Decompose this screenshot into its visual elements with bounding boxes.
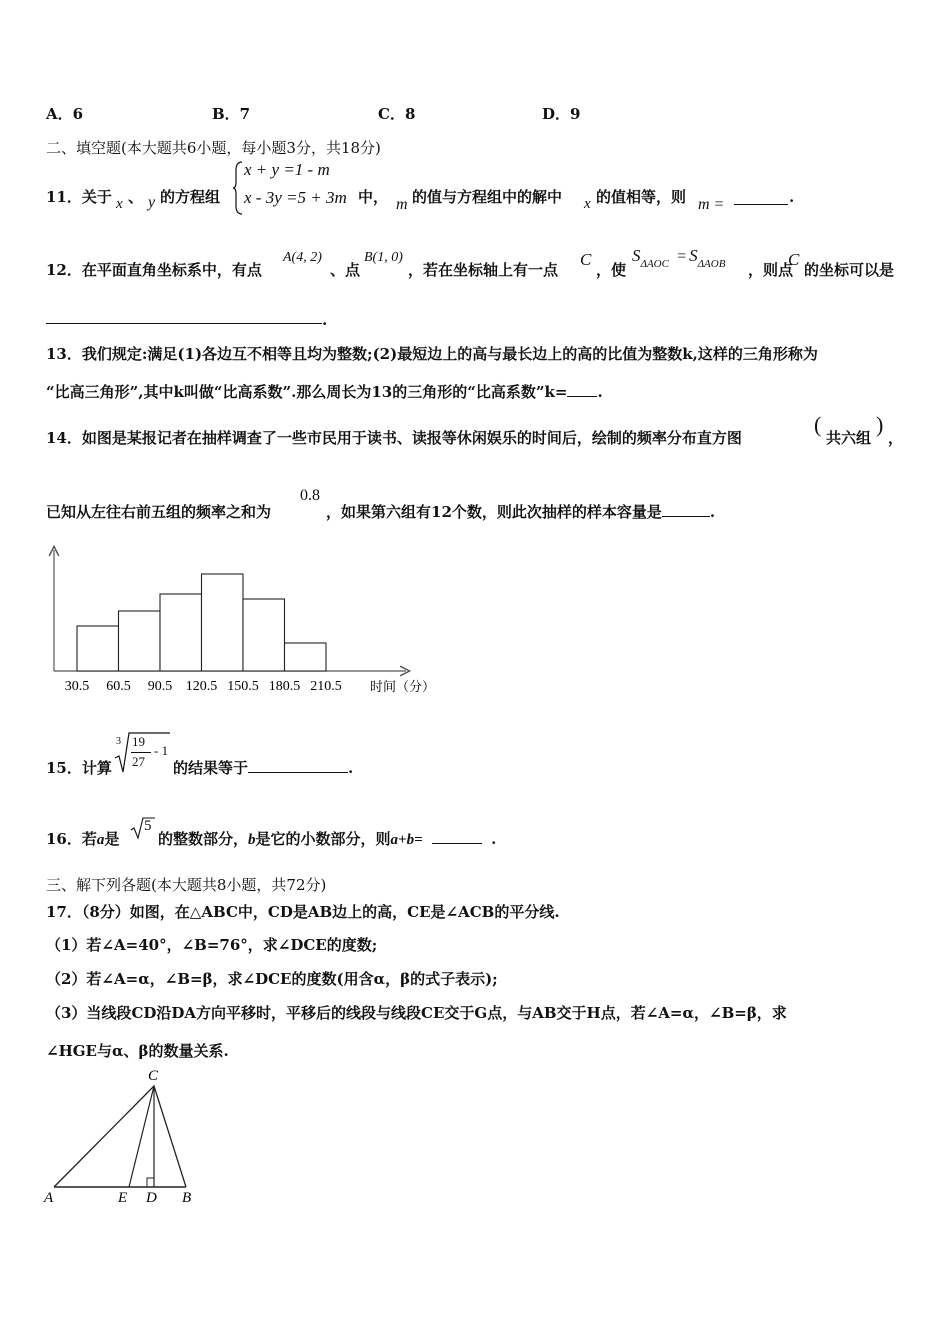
q16-answer-blank[interactable] bbox=[432, 829, 482, 844]
q11-text-1: 的方程组 bbox=[160, 188, 221, 206]
option-d: D．9 bbox=[542, 105, 581, 123]
triangle-abc bbox=[54, 1086, 186, 1187]
q14-answer-blank[interactable] bbox=[662, 502, 710, 517]
triangle-figure bbox=[40, 1064, 210, 1209]
label-e: E bbox=[118, 1190, 128, 1206]
option-a: A．6 bbox=[46, 105, 84, 123]
q14-group: 共六组 bbox=[826, 429, 872, 447]
q12-text-3: ，使 bbox=[596, 261, 627, 279]
histogram-tick-label: 30.5 bbox=[64, 679, 90, 694]
q14-line-1: 14．如图是某报记者在抽样调查了一些市民用于读书、读报等休闲娱乐的时间后，绘制的频率分布直方图 bbox=[46, 429, 742, 447]
label-a: A bbox=[44, 1190, 54, 1206]
q12-text-4: ，则点 bbox=[748, 261, 794, 279]
q12-s2: S bbox=[689, 246, 698, 265]
q12-eq: = bbox=[677, 248, 687, 265]
q12-point-c: C bbox=[580, 250, 592, 269]
q13-answer-blank[interactable] bbox=[567, 382, 597, 397]
q14-tail: ， bbox=[888, 429, 904, 447]
q11-text-3: 的值与方程组中的解中 bbox=[412, 188, 563, 206]
q16-text-3: 是它的小数部分，则 bbox=[255, 830, 391, 848]
histogram-tick-label: 90.5 bbox=[147, 679, 173, 694]
q17-part-1: （1）若∠A=40°，∠B=76°，求∠DCE的度数; bbox=[46, 936, 378, 954]
histogram-tick-label: 180.5 bbox=[268, 679, 301, 694]
histogram-bar-1 bbox=[77, 626, 119, 671]
q11-end: . bbox=[789, 188, 795, 206]
q12-s1-sub: ΔAOC bbox=[640, 258, 669, 270]
q13-line-2 bbox=[46, 381, 603, 402]
q15-frac-den: 27 bbox=[132, 754, 145, 769]
q12-text-1: 、点 bbox=[330, 261, 361, 279]
q11-sep: 、 bbox=[128, 188, 144, 206]
q12-text-2: ，若在坐标轴上有一点 bbox=[408, 261, 559, 279]
q11-var-x2: x bbox=[584, 196, 591, 212]
q15-tail bbox=[173, 757, 353, 778]
q12-s2-sub: ΔAOB bbox=[697, 258, 726, 270]
label-c: C bbox=[148, 1068, 159, 1084]
q15-tail-text: 的结果等于 bbox=[173, 759, 249, 777]
option-c: C．8 bbox=[378, 105, 416, 123]
q17-stem: 17．（8分）如图，在△ABC中，CD是AB边上的高，CE是∠ACB的平分线. bbox=[46, 903, 560, 921]
q11-text-4: 的值相等，则 bbox=[596, 188, 687, 206]
q13-end: . bbox=[597, 383, 603, 401]
histogram-bar-5 bbox=[243, 599, 285, 671]
q14-line-2a: 已知从左往右前五组的频率之和为 bbox=[46, 503, 272, 521]
histogram-tick-label: 120.5 bbox=[185, 679, 218, 694]
q16-line bbox=[46, 828, 119, 849]
q15-end: . bbox=[348, 759, 354, 777]
q12-end: . bbox=[322, 311, 328, 329]
section-2-heading: 二、填空题(本大题共6小题，每小题3分，共18分) bbox=[46, 139, 381, 157]
q12-number: 12．在平面直角坐标系中，有点 bbox=[46, 261, 262, 279]
q15-answer-blank[interactable] bbox=[248, 758, 348, 773]
q11-var-m: m bbox=[396, 196, 408, 213]
histogram-bar-4 bbox=[202, 574, 244, 671]
q15-root-index: 3 bbox=[116, 736, 121, 747]
q12-point-b: B(1, 0) bbox=[364, 250, 403, 265]
q11-answer-blank[interactable] bbox=[734, 190, 788, 205]
histogram-tick-label: 60.5 bbox=[106, 679, 131, 694]
q12-point-c2: C bbox=[788, 250, 800, 269]
segment-ce bbox=[129, 1086, 154, 1187]
q12-area-equation bbox=[632, 246, 726, 270]
q12-point-a: A(4, 2) bbox=[283, 250, 322, 265]
q11-equation-2: x - 3y =5 + 3m bbox=[244, 188, 347, 207]
frequency-histogram bbox=[40, 540, 460, 710]
q11-number: 11．关于 bbox=[46, 188, 112, 206]
q15-number: 15．计算 bbox=[46, 759, 112, 777]
label-d: D bbox=[146, 1190, 157, 1206]
q15-frac-num: 19 bbox=[132, 734, 145, 749]
q16-end: . bbox=[491, 830, 497, 848]
q17-part-3-line-2: ∠HGE与α、β的数量关系. bbox=[46, 1042, 229, 1060]
histogram-bar-3 bbox=[160, 594, 202, 671]
q17-part-2: （2）若∠A=α，∠B=β，求∠DCE的度数(用含α，β的式子表示); bbox=[46, 970, 498, 988]
histogram-tick-label: 150.5 bbox=[227, 679, 259, 694]
q16-line-2 bbox=[158, 828, 496, 849]
q14-paren-close: ) bbox=[876, 412, 884, 437]
q16-var-b: b bbox=[248, 832, 256, 848]
q11-var-y: y bbox=[148, 194, 156, 211]
q16-sum: a+b= bbox=[390, 832, 423, 848]
q16-radicand: 5 bbox=[144, 818, 152, 834]
q16-text-1: 是 bbox=[104, 830, 120, 848]
histogram-bar-6 bbox=[285, 643, 327, 671]
q14-paren-open: ( bbox=[814, 412, 822, 437]
q14-line-2b-text: ，如果第六组有12个数，则此次抽样的样本容量是 bbox=[326, 503, 662, 521]
q11-system-brace bbox=[232, 160, 244, 216]
q12-s1: S bbox=[632, 246, 641, 265]
q11-var-m2: m = bbox=[698, 196, 725, 213]
q11-text-2: 中， bbox=[358, 188, 389, 206]
q16-radical-sign bbox=[130, 816, 156, 840]
q12-text-5: 的坐标可以是 bbox=[804, 261, 895, 279]
section-3-heading: 三、解下列各题(本大题共8小题，共72分) bbox=[46, 876, 327, 894]
q13-line-1: 13．我们规定:满足(1)各边互不相等且均为整数;(2)最短边上的高与最长边上的高的比值为整数k,这样的三角形称为 bbox=[46, 345, 818, 363]
q12-answer-blank[interactable] bbox=[46, 309, 322, 324]
q14-line-2b bbox=[326, 501, 715, 522]
q16-number: 16．若 bbox=[46, 830, 97, 848]
q13-line-2-text: “比高三角形”,其中k叫做“比高系数”.那么周长为13的三角形的“比高系数”k= bbox=[46, 383, 568, 401]
q16-text-2: 的整数部分， bbox=[158, 830, 249, 848]
right-angle-mark bbox=[147, 1178, 154, 1187]
label-b: B bbox=[182, 1190, 192, 1206]
q14-end: . bbox=[709, 503, 716, 521]
option-b: B．7 bbox=[212, 105, 251, 123]
histogram-tick-label: 210.5 bbox=[310, 679, 342, 694]
q14-value: 0.8 bbox=[300, 487, 320, 504]
q15-cube-root bbox=[112, 730, 172, 776]
q11-var-x: x bbox=[116, 196, 123, 212]
histogram-bar-2 bbox=[119, 611, 161, 671]
q16-var-a: a bbox=[96, 832, 105, 848]
q15-minus-one: - 1 bbox=[154, 743, 169, 758]
histogram-x-label: 时间（分） bbox=[370, 680, 436, 695]
q17-part-3-line-1: （3）当线段CD沿DA方向平移时，平移后的线段与线段CE交于G点，与AB交于H点，若∠A=α，∠B=β，求 bbox=[46, 1004, 787, 1022]
q15-frac-bar bbox=[131, 752, 151, 753]
q11-equation-1: x + y =1 - m bbox=[244, 160, 330, 179]
